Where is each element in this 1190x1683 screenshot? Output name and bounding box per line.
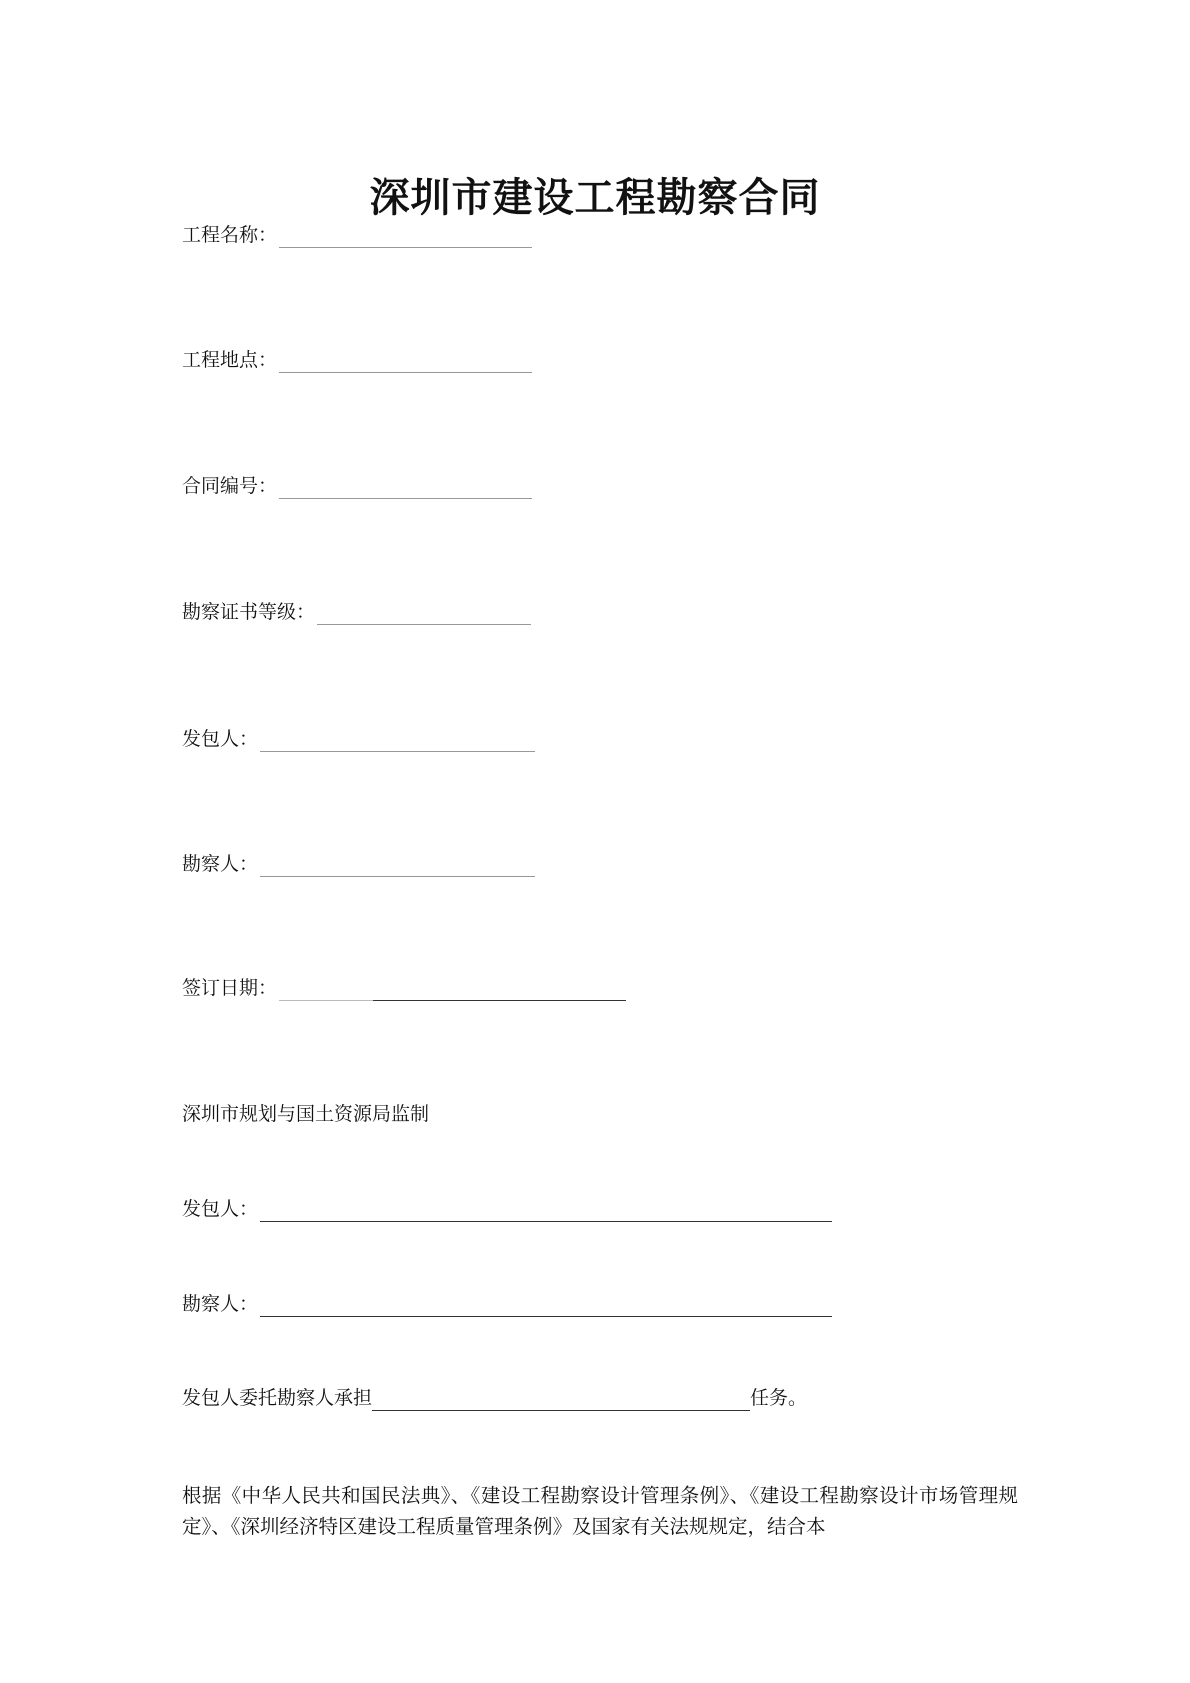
- party-client: [182, 1196, 832, 1222]
- field-project-name: [182, 222, 532, 248]
- sign-date-underline: [373, 980, 626, 1001]
- field-certificate-level: [182, 599, 531, 625]
- supervisor-note: 深圳市规划与国土资源局监制: [182, 1103, 430, 1125]
- field-label: 工程地点：: [182, 349, 278, 371]
- surveyor-blank[interactable]: [260, 856, 535, 877]
- party-client-blank[interactable]: [260, 1201, 832, 1222]
- entrust-line: [182, 1385, 807, 1411]
- document-title: 深圳市建设工程勘察合同: [369, 175, 821, 221]
- client-blank[interactable]: [260, 731, 535, 752]
- field-sign-date: [182, 975, 626, 1001]
- legal-basis-paragraph: 根据《中华人民共和国民法典》、《建设工程勘察设计管理条例》、《建设工程勘察设计市场管理规定》、《深圳经济特区建设工程质量管理条例》及国家有关法规规定，结合本: [182, 1484, 1018, 1538]
- sign-date-blank[interactable]: [279, 980, 373, 1001]
- project-name-blank[interactable]: [279, 227, 532, 248]
- project-location-blank[interactable]: [279, 352, 532, 373]
- field-label: 发包人：: [182, 728, 259, 750]
- field-label: 工程名称：: [182, 224, 278, 246]
- party-surveyor-blank[interactable]: [260, 1296, 832, 1317]
- field-client: [182, 726, 535, 752]
- field-project-location: [182, 347, 532, 373]
- contract-number-blank[interactable]: [279, 478, 532, 499]
- field-label: 勘察证书等级：: [182, 601, 316, 623]
- field-label: 发包人：: [182, 1198, 259, 1220]
- field-label: 勘察人：: [182, 853, 259, 875]
- entrust-prefix: 发包人委托勘察人承担: [182, 1387, 373, 1409]
- entrust-task-blank[interactable]: [372, 1390, 750, 1411]
- party-surveyor: [182, 1291, 832, 1317]
- field-label: 签订日期：: [182, 977, 278, 999]
- field-contract-number: [182, 473, 532, 499]
- certificate-level-blank[interactable]: [317, 604, 531, 625]
- field-label: 合同编号：: [182, 475, 278, 497]
- field-surveyor: [182, 851, 535, 877]
- entrust-suffix: 任务。: [750, 1387, 808, 1409]
- field-label: 勘察人：: [182, 1293, 259, 1315]
